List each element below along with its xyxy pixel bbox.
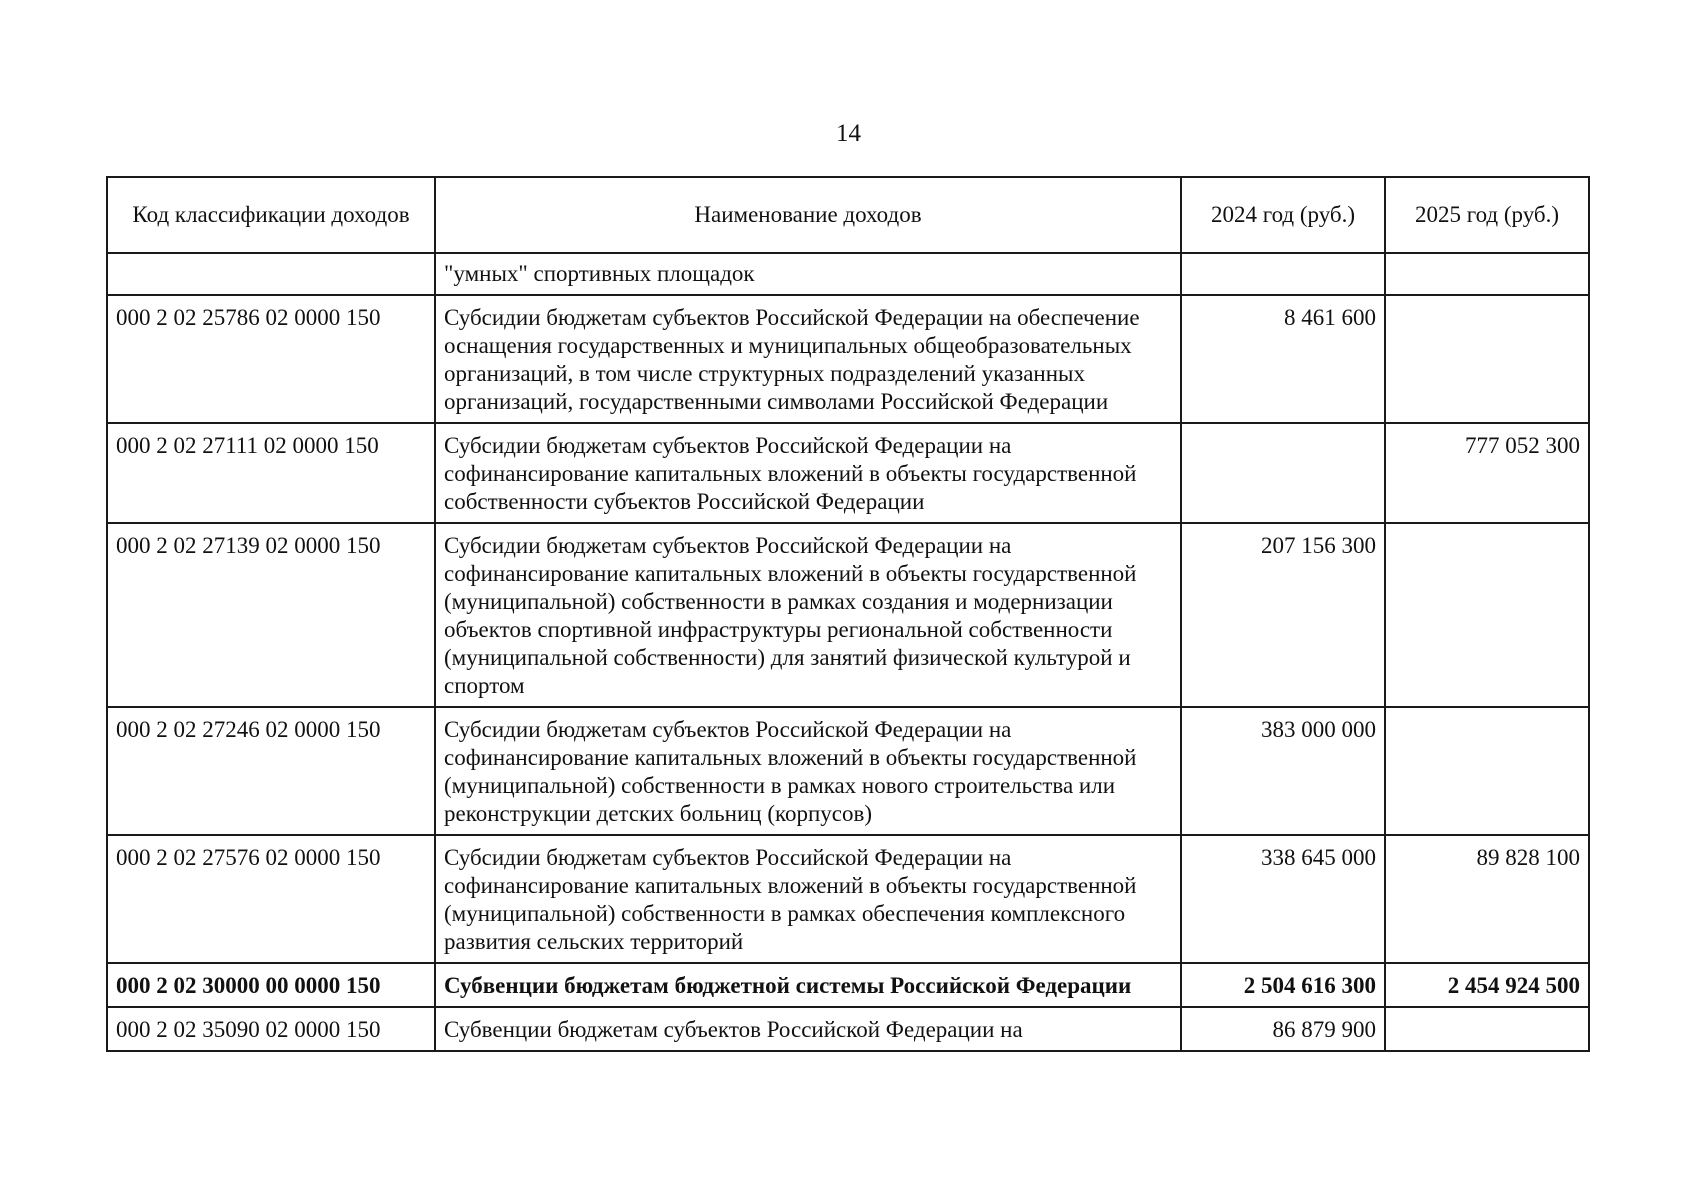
row-code: 000 2 02 27139 02 0000 150 (107, 523, 435, 707)
row-name: "умных" спортивных площадок (435, 253, 1181, 295)
row-amount-2024: 383 000 000 (1181, 707, 1385, 835)
row-name: Субсидии бюджетам субъектов Российской Федерации на софинансирование капитальных вложений в объекты государственной (муниципальной) собственности в рамках нового строительства или реконструкции детских больниц (корпусов) (435, 707, 1181, 835)
row-code: 000 2 02 25786 02 0000 150 (107, 295, 435, 423)
row-amount-2024: 86 879 900 (1181, 1007, 1385, 1051)
row-name: Субвенции бюджетам субъектов Российской Федерации на (435, 1007, 1181, 1051)
table-row (107, 295, 1589, 423)
row-amount-2025 (1385, 523, 1589, 707)
row-code: 000 2 02 27111 02 0000 150 (107, 423, 435, 523)
row-code: 000 2 02 27246 02 0000 150 (107, 707, 435, 835)
table-row (107, 253, 1589, 295)
row-amount-2024 (1181, 423, 1385, 523)
row-name: Субсидии бюджетам субъектов Российской Федерации на обеспечение оснащения государственных и муниципальных общеобразовательных организаций, в том числе структурных подразделений указанных организаций, государственными символами Российской Федерации (435, 295, 1181, 423)
row-amount-2025: 777 052 300 (1385, 423, 1589, 523)
row-code (107, 253, 435, 295)
table-row (107, 1007, 1589, 1051)
row-code: 000 2 02 30000 00 0000 150 (107, 963, 435, 1007)
row-name: Субсидии бюджетам субъектов Российской Федерации на софинансирование капитальных вложений в объекты государственной собственности субъектов Российской Федерации (435, 423, 1181, 523)
header-2024: 2024 год (руб.) (1181, 177, 1385, 253)
table-row (107, 835, 1589, 963)
table-row (107, 707, 1589, 835)
row-name: Субвенции бюджетам бюджетной системы Российской Федерации (435, 963, 1181, 1007)
row-amount-2025 (1385, 253, 1589, 295)
table-row (107, 523, 1589, 707)
row-amount-2024: 2 504 616 300 (1181, 963, 1385, 1007)
page-number: 14 (836, 120, 861, 147)
row-amount-2025 (1385, 1007, 1589, 1051)
table-row-total (107, 963, 1589, 1007)
row-amount-2024 (1181, 253, 1385, 295)
header-code: Код классификации доходов (107, 177, 435, 253)
row-amount-2024: 8 461 600 (1181, 295, 1385, 423)
income-table (106, 176, 1590, 1052)
row-amount-2025: 2 454 924 500 (1385, 963, 1589, 1007)
row-code: 000 2 02 35090 02 0000 150 (107, 1007, 435, 1051)
row-code: 000 2 02 27576 02 0000 150 (107, 835, 435, 963)
header-2025: 2025 год (руб.) (1385, 177, 1589, 253)
header-name: Наименование доходов (435, 177, 1181, 253)
row-amount-2024: 338 645 000 (1181, 835, 1385, 963)
table-row (107, 423, 1589, 523)
row-amount-2024: 207 156 300 (1181, 523, 1385, 707)
row-amount-2025 (1385, 295, 1589, 423)
table-header-row (107, 177, 1589, 253)
row-name: Субсидии бюджетам субъектов Российской Федерации на софинансирование капитальных вложений в объекты государственной (муниципальной) собственности в рамках обеспечения комплексного развития сельских территорий (435, 835, 1181, 963)
row-amount-2025 (1385, 707, 1589, 835)
row-name: Субсидии бюджетам субъектов Российской Федерации на софинансирование капитальных вложений в объекты государственной (муниципальной) собственности в рамках создания и модернизации объектов спортивной инфраструктуры региональной собственности (муниципальной собственности) для занятий физической культурой и спортом (435, 523, 1181, 707)
row-amount-2025: 89 828 100 (1385, 835, 1589, 963)
